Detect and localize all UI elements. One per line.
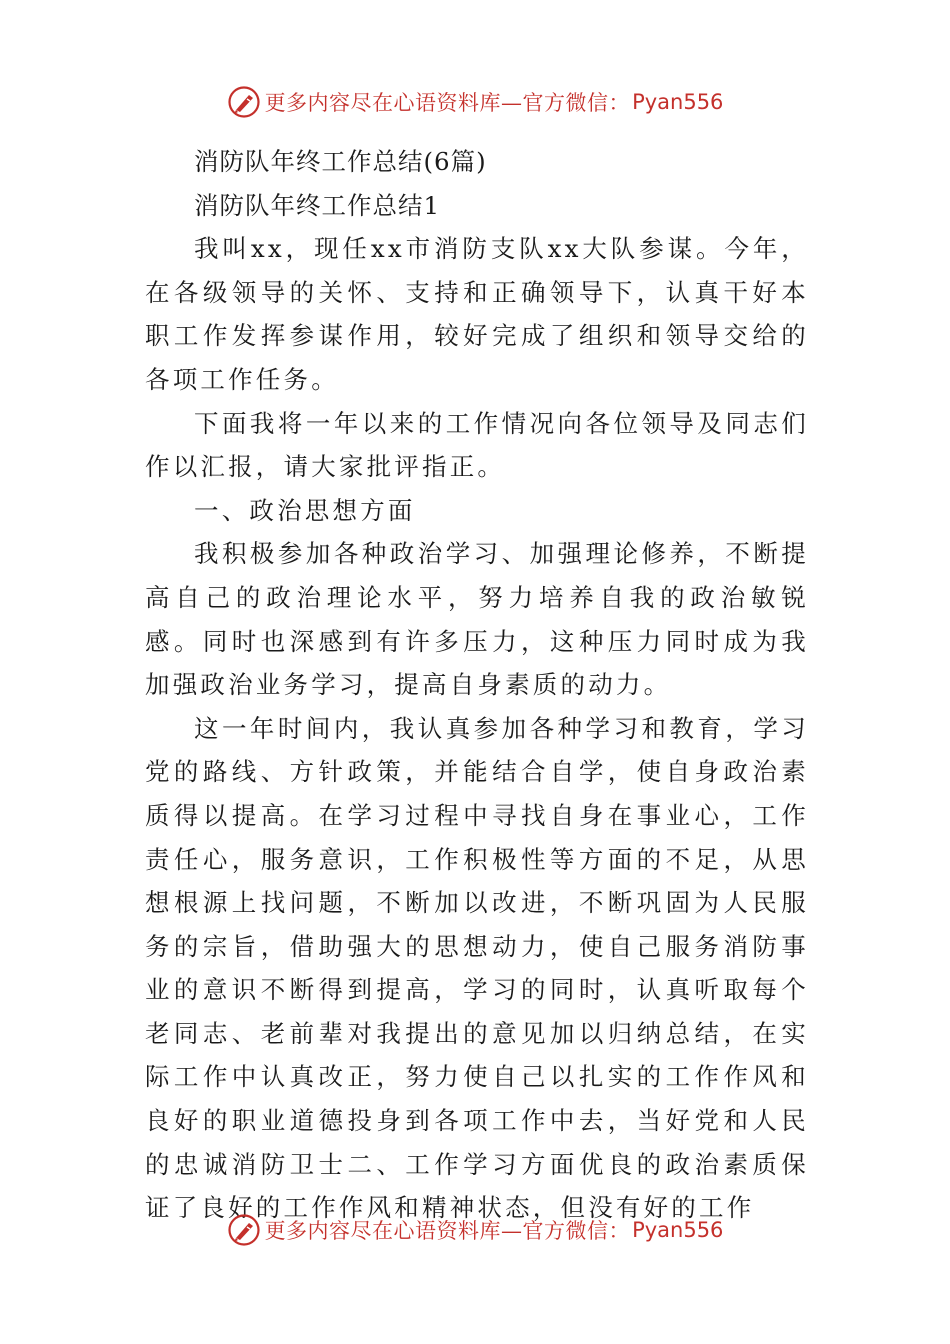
paragraph: 我叫xx，现任xx市消防支队xx大队参谋。今年，在各级领导的关怀、支持和正确领导下，认真干好本职工作发挥参谋作用，较好完成了组织和领导交给的各项工作任务。 [145, 234, 809, 394]
banner-wechat-id: Pyan556 [632, 1218, 724, 1242]
banner-wechat-id: Pyan556 [632, 90, 724, 114]
document-body [145, 140, 809, 1230]
header-watermark-banner [0, 80, 950, 124]
paragraph: 下面我将一年以来的工作情况向各位领导及同志们作以汇报，请大家批评指正。 [145, 408, 809, 482]
document-title: 消防队年终工作总结(6篇) [194, 147, 487, 176]
section-heading: 一、政治思想方面 [194, 495, 416, 525]
banner-text: 更多内容尽在心语资料库—官方微信： [264, 1219, 631, 1243]
document-subtitle: 消防队年终工作总结1 [194, 190, 441, 220]
pen-nib-logo-icon [227, 85, 261, 119]
banner-text: 更多内容尽在心语资料库—官方微信： [264, 91, 631, 115]
paragraph: 这一年时间内，我认真参加各种学习和教育，学习党的路线、方针政策，并能结合自学，使自身政治素质得以提高。在学习过程中寻找自身在事业心，工作责任心，服务意识，工作积极性等方面的不足，从思想根源上找问题，不断加以改进，不断巩固为人民服务的宗旨，借助强大的思想动力，使自己服务消防事业的意识不断得到提高，学习的同时，认真听取每个老同志、老前辈对我提出的意见加以归纳总结，在实际工作中认真改正，努力使自己以扎实的工作作风和良好的职业道德投身到各项工作中去，当好党和人民的忠诚消防卫士二、工作学习方面优良的政治素质保证了良好的工作作风和精神状态，但没有好的工作 [145, 713, 809, 1223]
paragraph: 我积极参加各种政治学习、加强理论修养，不断提高自己的政治理论水平，努力培养自我的政治敏锐感。同时也深感到有许多压力，这种压力同时成为我加强政治业务学习，提高自身素质的动力。 [145, 539, 809, 700]
pen-nib-logo-icon [227, 1213, 261, 1247]
footer-watermark-banner [0, 1208, 950, 1252]
